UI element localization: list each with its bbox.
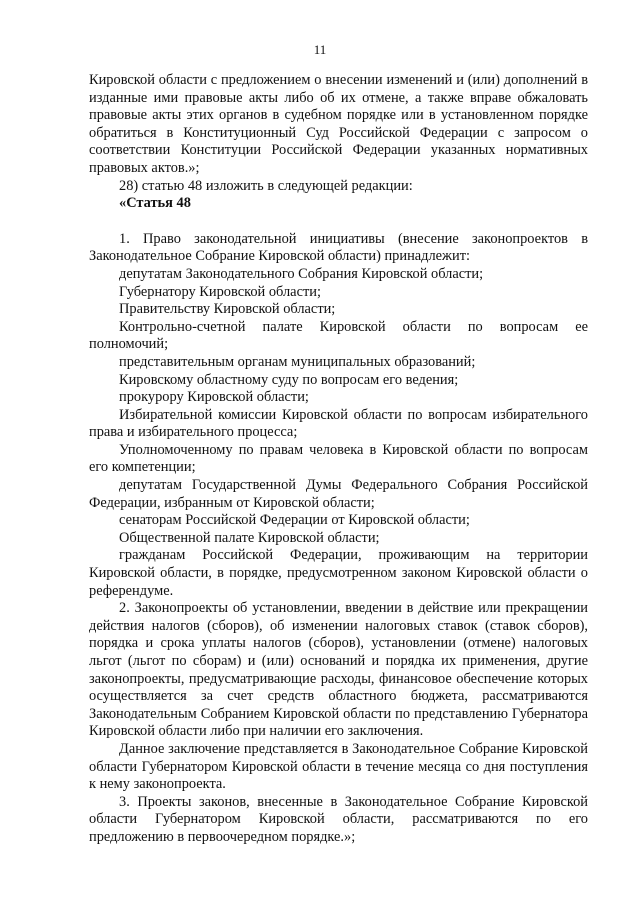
list-item: прокурору Кировской области; [119, 389, 309, 406]
list-item: Губернатору Кировской области; [119, 283, 321, 300]
list-item: Правительству Кировской области; [119, 301, 336, 318]
list-item: депутатам Государственной Думы Федерального Собрания Российской Федерации, избранным от Кировской области; [89, 477, 588, 511]
list-item: сенаторам Российской Федерации от Кировской области; [119, 512, 470, 529]
paragraph-amendment-28: 28) статью 48 изложить в следующей редакции: [119, 177, 413, 194]
document-body [89, 72, 588, 847]
article-heading: «Статья 48 [119, 195, 191, 212]
list-item: Общественной палате Кировской области; [119, 529, 380, 546]
list-item: представительным органам муниципальных образований; [119, 353, 476, 370]
list-item: гражданам Российской Федерации, проживающим на территории Кировской области, в порядке, предусмотренном законом Кировской области о референдуме. [89, 547, 588, 599]
page-number: 11 [313, 42, 327, 57]
paragraph-item-1: 1. Право законодательной инициативы (внесение законопроектов в Законодательное Собрание Кировской области) принадлежит: [89, 230, 588, 265]
paragraph-item-2: 2. Законопроекты об установлении, введении в действие или прекращении действия налогов (сборов), об изменении налоговых ставок (ставок сборов), порядка и срока уплаты налогов (сборов), установлении (отмене) налоговых льгот (льгот по сборам) и (или) оснований и порядка их применения, другие законопроекты, предусматривающие расходы, финансовое обеспечение которых осуществляется за счет средств областного бюджета, рассматриваются Законодательным Собранием Кировской области по представлению Губернатора Кировской области либо при наличии его заключения. [89, 600, 588, 740]
paragraph-item-3: 3. Проекты законов, внесенные в Законодательное Собрание Кировской области Губернатором Кировской области, рассматриваются по его предложению в первоочередном порядке.»; [89, 793, 588, 845]
list-item: депутатам Законодательного Собрания Кировской области; [119, 265, 484, 282]
paragraph-conclusion: Данное заключение представляется в Законодательное Собрание Кировской области Губернатором Кировской области в течение месяца со дня поступления к нему законопроекта. [89, 740, 588, 793]
list-item: Избирательной комиссии Кировской области по вопросам избирательного права и избирательного процесса; [89, 406, 588, 441]
list-item: Контрольно-счетной палате Кировской области по вопросам ее полномочий; [89, 318, 588, 353]
list-item: Кировскому областному суду по вопросам его ведения; [119, 371, 459, 388]
list-item: Уполномоченному по правам человека в Кировской области по вопросам его компетенции; [89, 441, 588, 476]
paragraph-continuation: Кировской области с предложением о внесении изменений и (или) дополнений в изданные ими правовые акты либо об их отмене, а также вправе обжаловать правовые акты этих органов в судебном порядке или в установленном порядке обратиться в Конституционный Суд Российской Федерации с запросом о соответствии Конституции Российской Федерации указанных нормативных правовых актов.»; [89, 72, 588, 176]
